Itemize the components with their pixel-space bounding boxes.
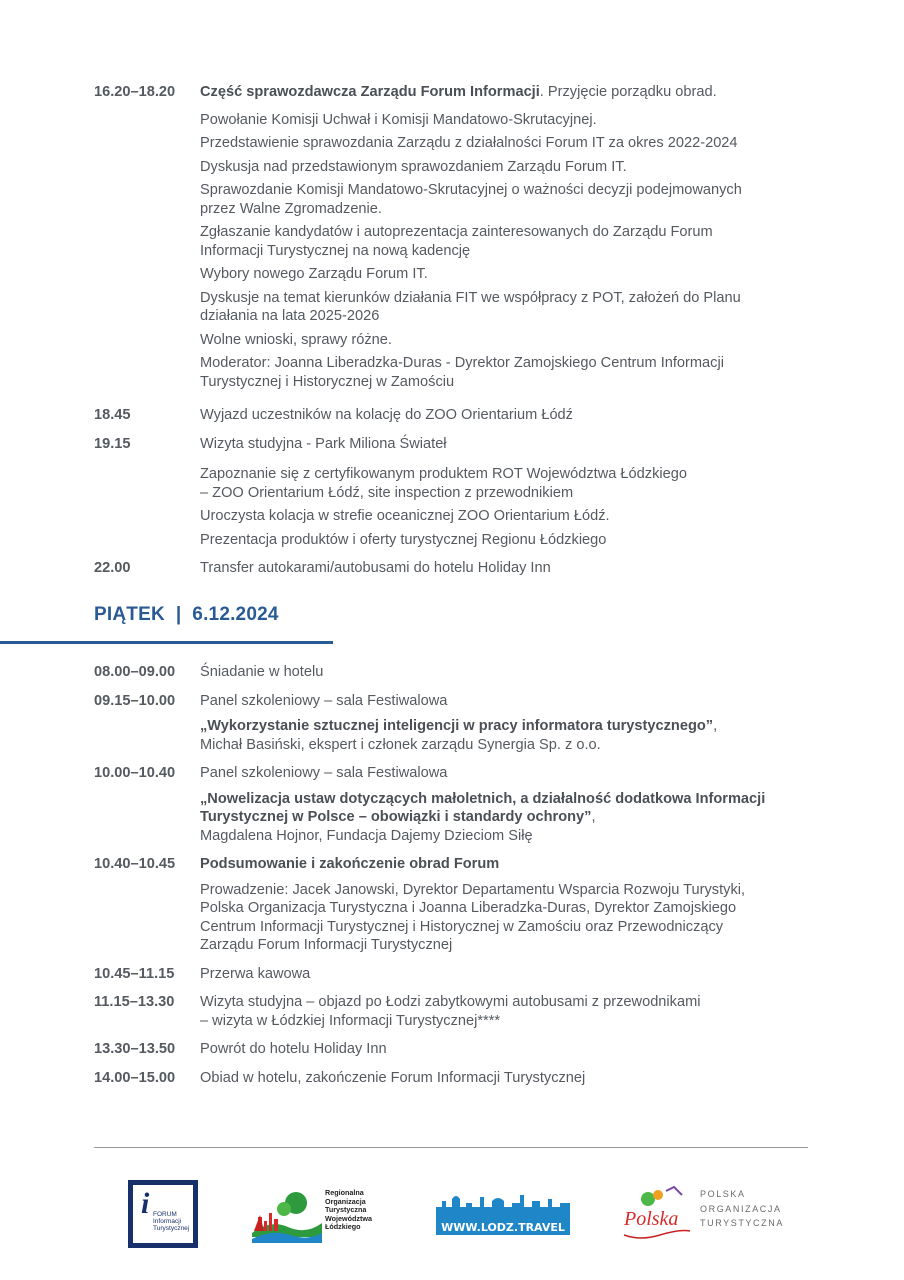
forum-it-logo-text: FORUM Informacji Turystycznej bbox=[153, 1211, 190, 1232]
agenda-row-2200 bbox=[94, 559, 814, 578]
event-text: Panel szkoleniowy – sala Festiwalowa bbox=[200, 765, 448, 781]
agenda-thursday bbox=[94, 83, 814, 578]
event-text: Wyjazd uczestników na kolację do ZOO Orientarium Łódź bbox=[200, 407, 573, 423]
agenda-item: przez Walne Zgromadzenie. bbox=[200, 200, 382, 217]
agenda-item: Powołanie Komisji Uchwał i Komisji Mandatowo-Skrutacyjnej. bbox=[200, 111, 597, 128]
day-heading-rule bbox=[0, 641, 333, 644]
speaker: Magdalena Hojnor, Fundacja Dajemy Dzieciom Siłę bbox=[200, 827, 533, 844]
event-text: Transfer autokarami/autobusami do hotelu Holiday Inn bbox=[200, 560, 551, 576]
agenda-item: Zapoznanie się z certyfikowanym produktem ROT Województwa Łódzkiego bbox=[200, 466, 687, 482]
event-text: Panel szkoleniowy – sala Festiwalowa bbox=[200, 692, 448, 709]
moderator-line: Turystycznej i Historycznej w Zamościu bbox=[200, 373, 455, 390]
rot-logo-text: Regionalna Organizacja Turystyczna Województwa Łódzkiego bbox=[325, 1188, 372, 1232]
event-title: Podsumowanie i zakończenie obrad Forum bbox=[200, 856, 500, 872]
event-title-rest: . Przyjęcie porządku obrad. bbox=[539, 84, 717, 100]
event-time: 14.00–15.00 bbox=[94, 1069, 176, 1086]
agenda-item: Informacji Turystycznej na nową kadencję bbox=[200, 242, 471, 259]
agenda-row bbox=[94, 1069, 814, 1088]
moderator-line: Polska Organizacja Turystyczna i Joanna Liberadzka-Duras, Dyrektor Zamojskiego bbox=[200, 900, 737, 916]
talk-title-tail: , bbox=[713, 718, 718, 734]
moderator-line: Centrum Informacji Turystycznej i Historycznej w Zamościu oraz Przewodniczący bbox=[200, 918, 724, 935]
talk-title: „Nowelizacja ustaw dotyczących małoletnich, a działalność dodatkowa Informacji bbox=[200, 790, 766, 807]
agenda-row-1915 bbox=[94, 435, 814, 555]
agenda-item: Przedstawienie sprawozdania Zarządu z działalności Forum IT za okres 2022-2024 bbox=[200, 135, 738, 151]
lodz-travel-wordmark: WWW.LODZ.TRAVEL bbox=[436, 1220, 570, 1235]
agenda-row bbox=[94, 965, 814, 984]
event-time: 10.45–11.15 bbox=[94, 965, 175, 982]
polska-wordmark: Polska bbox=[624, 1208, 679, 1230]
footer-logos bbox=[0, 1175, 904, 1255]
event-time: 11.15–13.30 bbox=[94, 994, 175, 1010]
agenda-item: Zgłaszanie kandydatów i autoprezentacja zainteresowanych do Zarządu Forum bbox=[200, 224, 713, 240]
agenda-row bbox=[94, 993, 814, 1030]
agenda-item: Dyskusje na temat kierunków działania FIT we współpracy z POT, założeń do Planu bbox=[200, 289, 741, 306]
event-text: Śniadanie w hotelu bbox=[200, 664, 324, 680]
event-time: 13.30–13.50 bbox=[94, 1041, 176, 1057]
event-title: Część sprawozdawcza Zarządu Forum Informacji bbox=[200, 84, 540, 100]
event-time: 08.00–09.00 bbox=[94, 664, 176, 680]
moderator-line: Zarządu Forum Informacji Turystycznej bbox=[200, 937, 453, 953]
agenda-item: Wybory nowego Zarządu Forum IT. bbox=[200, 266, 428, 282]
agenda-item: Wolne wnioski, sprawy różne. bbox=[200, 331, 392, 348]
event-text: Wizyta studyjna – objazd po Łodzi zabytkowymi autobusami z przewodnikami bbox=[200, 994, 701, 1010]
agenda-row bbox=[94, 663, 814, 682]
agenda-item: – ZOO Orientarium Łódź, site inspection z przewodnikiem bbox=[200, 484, 574, 501]
agenda-friday bbox=[94, 663, 814, 1087]
moderator-line: Prowadzenie: Jacek Janowski, Dyrektor Departamentu Wsparcia Rozwoju Turystyki, bbox=[200, 881, 746, 898]
lodz-skyline-icon bbox=[436, 1193, 570, 1221]
event-time: 18.45 bbox=[94, 407, 131, 423]
agenda-row bbox=[94, 692, 814, 755]
polska-emblem-icon bbox=[620, 1185, 692, 1241]
speaker: Michał Basiński, ekspert i członek zarządu Synergia Sp. z o.o. bbox=[200, 736, 601, 753]
event-time: 10.00–10.40 bbox=[94, 765, 176, 781]
event-text: – wizyta w Łódzkiej Informacji Turystycznej**** bbox=[200, 1012, 501, 1029]
agenda-item: Prezentacja produktów i oferty turystycznej Regionu Łódzkiego bbox=[200, 531, 607, 548]
talk-title: Turystycznej w Polsce – obowiązki i standardy ochrony” bbox=[200, 809, 592, 825]
agenda-item: działania na lata 2025-2026 bbox=[200, 308, 380, 324]
footer-divider bbox=[94, 1147, 808, 1148]
event-time: 22.00 bbox=[94, 560, 131, 576]
event-time: 09.15–10.00 bbox=[94, 692, 176, 709]
event-text: Wizyta studyjna - Park Miliona Świateł bbox=[200, 435, 447, 452]
agenda-row bbox=[94, 764, 814, 845]
talk-title-tail: , bbox=[591, 809, 596, 825]
day-heading: PIĄTEK | 6.12.2024 bbox=[94, 604, 279, 625]
agenda-item: Uroczysta kolacja w strefie oceanicznej ZOO Orientarium Łódź. bbox=[200, 508, 610, 524]
rot-lodz-logo bbox=[250, 1189, 390, 1243]
info-icon: i bbox=[141, 1187, 150, 1220]
event-text: Przerwa kawowa bbox=[200, 965, 311, 982]
agenda-row-session1 bbox=[94, 83, 814, 396]
rot-emblem-icon bbox=[250, 1189, 324, 1243]
event-time: 10.40–10.45 bbox=[94, 856, 176, 872]
agenda-row bbox=[94, 855, 814, 955]
pot-logo-text: POLSKA ORGANIZACJA TURYSTYCZNA bbox=[700, 1189, 784, 1228]
lodz-travel-logo bbox=[436, 1193, 570, 1235]
forum-it-logo bbox=[128, 1180, 198, 1248]
event-time: 19.15 bbox=[94, 435, 131, 452]
event-text: Powrót do hotelu Holiday Inn bbox=[200, 1041, 387, 1057]
event-text: Obiad w hotelu, zakończenie Forum Informacji Turystycznej bbox=[200, 1069, 586, 1086]
talk-title: „Wykorzystanie sztucznej inteligencji w pracy informatora turystycznego” bbox=[200, 718, 714, 734]
agenda-row-1845 bbox=[94, 406, 814, 425]
agenda-row bbox=[94, 1040, 814, 1059]
agenda-item: Dyskusja nad przedstawionym sprawozdaniem Zarządu Forum IT. bbox=[200, 158, 627, 175]
pot-logo bbox=[620, 1185, 784, 1245]
moderator-line: Moderator: Joanna Liberadzka-Duras - Dyrektor Zamojskiego Centrum Informacji bbox=[200, 355, 724, 371]
agenda-item: Sprawozdanie Komisji Mandatowo-Skrutacyjnej o ważności decyzji podejmowanych bbox=[200, 182, 742, 198]
event-time: 16.20–18.20 bbox=[94, 84, 176, 100]
